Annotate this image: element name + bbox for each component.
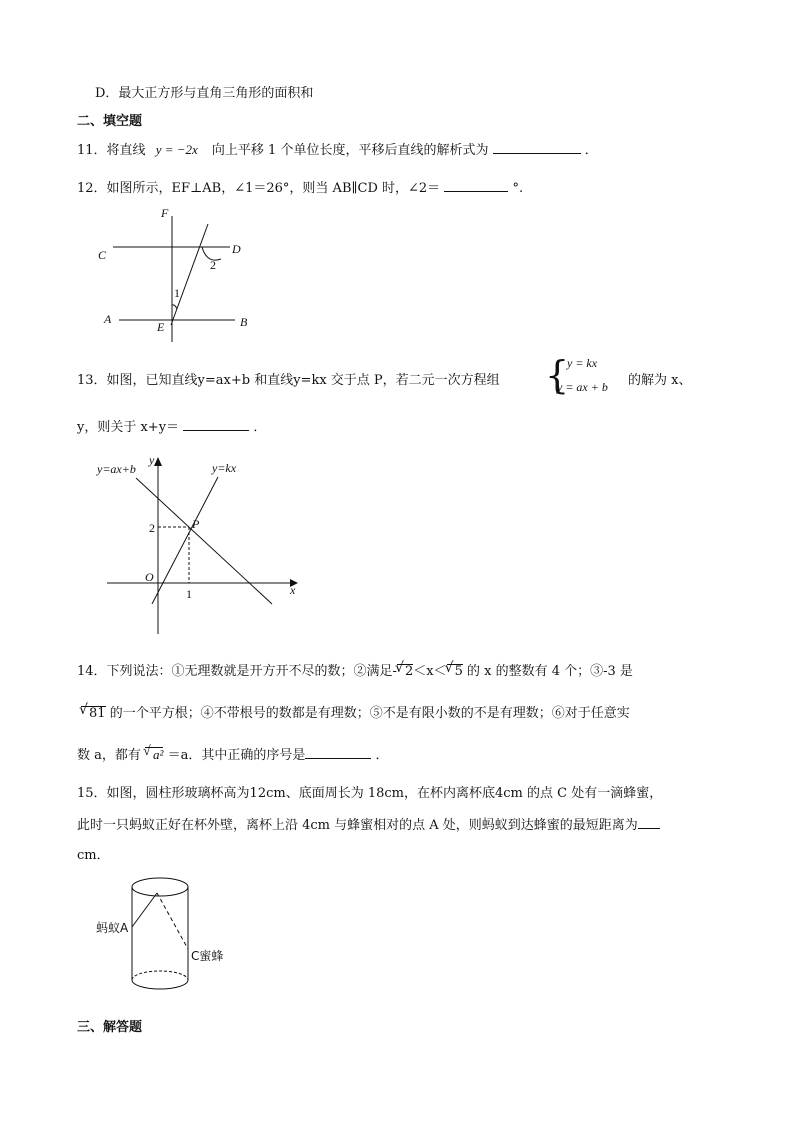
system-eq2: y = ax + b bbox=[557, 380, 608, 394]
label-origin: O bbox=[145, 570, 154, 584]
question-13-line2 bbox=[77, 416, 266, 435]
q11-period: ． bbox=[584, 143, 598, 158]
label-line-kx: y=kx bbox=[212, 461, 237, 475]
q11-equation: y = −2x bbox=[155, 142, 198, 157]
tick-x-1: 1 bbox=[186, 587, 192, 601]
sqrt-a-squared: √ a² bbox=[145, 747, 163, 761]
question-13-tail: 的解为 x、 bbox=[628, 373, 692, 388]
section-title-solve: 三、解答题 bbox=[77, 1020, 143, 1035]
question-15-line1: 15．如图，圆柱形玻璃杯高为12cm、底面周长为 18cm，在杯内离杯底4cm 的点 C 处有一滴蜂蜜， bbox=[77, 786, 663, 801]
question-15-line3: cm． bbox=[77, 848, 110, 863]
label-A: A bbox=[104, 312, 112, 326]
q11-suffix: 向上平移 1 个单位长度，平移后直线的解析式为 bbox=[211, 143, 489, 158]
q15-answer-blank[interactable] bbox=[638, 815, 660, 829]
label-honey-c: C蜜蜂 bbox=[191, 949, 224, 963]
figure-15 bbox=[92, 872, 242, 997]
sqrt-81: √ 81 bbox=[81, 706, 106, 720]
label-angle-1: 1 bbox=[174, 286, 180, 300]
question-14-line3 bbox=[77, 744, 389, 763]
label-F: F bbox=[161, 206, 169, 220]
q11-prefix: 11．将直线 bbox=[77, 143, 146, 158]
question-12 bbox=[77, 177, 523, 196]
q15-line2-text: 此时一只蚂蚁正好在杯外壁，离杯上沿 4cm 与蜂蜜相对的点 A 处，则蚂蚁到达蜂蜜的最短距离为 bbox=[77, 818, 638, 833]
q14-answer-blank[interactable] bbox=[305, 745, 371, 759]
q14-line1-end: 的 x 的整数有 4 个；③-3 是 bbox=[466, 664, 633, 679]
tick-y-2: 2 bbox=[149, 521, 155, 535]
question-13-line1: 13．如图，已知直线y=ax+b 和直线y=kx 交于点 P，若二元一次方程组 bbox=[77, 373, 500, 388]
figure-12 bbox=[95, 200, 265, 345]
sqrt-2: √ 2 bbox=[397, 664, 413, 678]
question-11 bbox=[77, 139, 598, 158]
label-D: D bbox=[232, 242, 241, 256]
sqrt-5: √ 5 bbox=[447, 664, 463, 678]
q13-line2-text: y，则关于 x+y＝ bbox=[77, 420, 180, 435]
q12-answer-blank[interactable] bbox=[444, 178, 508, 192]
q11-answer-blank[interactable] bbox=[493, 140, 581, 154]
question-15-line2 bbox=[77, 814, 660, 833]
system-eq1: y = kx bbox=[567, 356, 598, 370]
label-angle-2: 2 bbox=[210, 258, 216, 272]
question-14-line1 bbox=[77, 660, 633, 679]
label-y-axis: y bbox=[149, 453, 155, 467]
label-E: E bbox=[157, 320, 165, 334]
label-C: C bbox=[98, 248, 107, 262]
q12-text: 12．如图所示，EF⊥AB，∠1＝26°，则当 AB∥CD 时，∠2＝ bbox=[77, 181, 441, 196]
q14-lt: ＜x＜ bbox=[413, 664, 447, 679]
label-line-axb: y=ax+b bbox=[97, 462, 136, 476]
q14-period: ． bbox=[375, 748, 389, 763]
q13-answer-blank[interactable] bbox=[183, 417, 249, 431]
q12-unit: °. bbox=[512, 181, 524, 196]
q14-line3-start: 数 a，都有 bbox=[77, 748, 141, 763]
label-point-p: P bbox=[192, 517, 200, 531]
q14-line1-start: 14．下列说法：①无理数就是开方开不尽的数；②满足- bbox=[77, 664, 397, 679]
q14-line2-text: 的一个平方根；④不带根号的数都是有理数；⑤不是有限小数的不是有理数；⑥对于任意实 bbox=[109, 706, 630, 721]
question-14-line2 bbox=[77, 702, 630, 721]
q14-line3-end: ＝a．其中正确的序号是 bbox=[167, 748, 306, 763]
figure-13 bbox=[92, 448, 312, 638]
option-d: D．最大正方形与直角三角形的面积和 bbox=[95, 86, 314, 101]
label-B: B bbox=[240, 315, 248, 329]
label-ant-a: 蚂蚁A bbox=[96, 921, 129, 935]
q13-period: ． bbox=[253, 420, 267, 435]
label-x-axis: x bbox=[290, 583, 296, 597]
system-brace: { bbox=[545, 353, 570, 397]
section-title-fill-blank: 二、填空题 bbox=[77, 114, 143, 129]
